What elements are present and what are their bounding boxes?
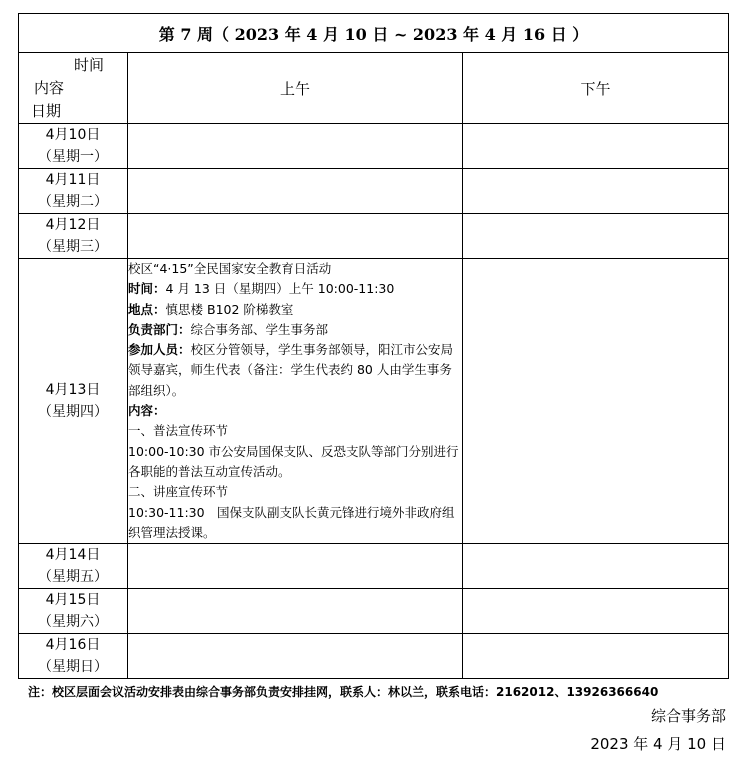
date-text: 4月11日 (45, 172, 101, 188)
sign-date: 2023 年 4 月 10 日 (590, 735, 726, 753)
day-row-thursday (19, 259, 729, 544)
event-participants-label: 参加人员： (128, 342, 191, 358)
event-department-label: 负责部门： (128, 321, 191, 337)
date-cell (19, 169, 128, 214)
afternoon-cell (463, 214, 729, 259)
day-row-wednesday (19, 214, 729, 259)
content-header-label: 内容 (34, 79, 65, 97)
weekday-text: （星期四） (38, 404, 108, 421)
day-row-friday (19, 544, 729, 589)
signer-department: 综合事务部 (650, 707, 726, 725)
weekday-text: （星期日） (38, 659, 108, 676)
afternoon-cell (463, 259, 729, 544)
date-text: 4月10日 (45, 127, 101, 143)
event-title: 校区“4·15”全民国家安全教育日活动 (128, 261, 332, 276)
day-row-saturday (19, 589, 729, 634)
morning-header: 上午 (128, 53, 463, 124)
event-place-label: 地点： (128, 301, 166, 317)
footer-note: 注：校区层面会议活动安排表由综合事务部负责安排挂网，联系人：林以兰，联系电话：2162012、13926366640 (28, 685, 659, 699)
corner-header-cell (19, 53, 128, 124)
event-department-value: 综合事务部、学生事务部 (190, 321, 329, 337)
afternoon-header: 下午 (463, 53, 729, 124)
day-row-monday (19, 124, 729, 169)
morning-cell (128, 589, 463, 634)
weekday-text: （星期五） (38, 569, 108, 586)
morning-cell (128, 169, 463, 214)
afternoon-cell (463, 544, 729, 589)
event-time-value: 4 月 13 日（星期四）上午 10:00-11:30 (165, 281, 395, 297)
afternoon-cell (463, 634, 729, 679)
date-cell (19, 589, 128, 634)
afternoon-cell (463, 124, 729, 169)
date-cell (19, 259, 128, 544)
event-participants (128, 340, 462, 401)
week-title: 第 7 周（ 2023 年 4 月 10 日 ~ 2023 年 4 月 16 日 ） (19, 14, 729, 53)
event-section2-title: 二、讲座宣传环节 (128, 484, 229, 500)
event-department (128, 320, 462, 340)
date-text: 4月15日 (45, 592, 101, 609)
event-section1-body: 10:00-10:30 市公安局国保支队、反恐支队等部门分别进行各职能的普法互动宣传活动。 (128, 443, 459, 479)
date-cell (19, 214, 128, 259)
morning-cell (128, 124, 463, 169)
weekday-text: （星期二） (38, 194, 108, 210)
morning-cell (128, 544, 463, 589)
event-time-label: 时间： (128, 281, 166, 297)
weekly-schedule-table (18, 13, 729, 679)
event-place-value: 慎思楼 B102 阶梯教室 (165, 301, 294, 317)
date-text: 4月16日 (45, 637, 101, 654)
event-content-label: 内容： (128, 403, 166, 419)
day-row-sunday (19, 634, 729, 679)
date-cell (19, 544, 128, 589)
date-text: 4月13日 (45, 382, 101, 399)
date-header-label: 日期 (31, 102, 62, 120)
morning-event-cell (128, 259, 463, 544)
date-text: 4月14日 (45, 547, 101, 564)
weekday-text: （星期三） (38, 239, 108, 255)
weekday-text: （星期一） (38, 149, 108, 165)
date-text: 4月12日 (45, 217, 101, 233)
date-cell (19, 634, 128, 679)
event-section2-body: 10:30-11:30 国保支队副支队长黄元锋进行境外非政府组织管理法授课。 (128, 504, 455, 540)
morning-cell (128, 214, 463, 259)
afternoon-cell (463, 589, 729, 634)
event-participants-value: 校区分管领导，学生事务部领导，阳江市公安局领导嘉宾，师生代表（备注：学生代表约 80 人由学生事务部组织）。 (128, 342, 454, 398)
morning-cell (128, 634, 463, 679)
event-place (128, 300, 462, 320)
day-row-tuesday (19, 169, 729, 214)
event-time (128, 279, 462, 299)
date-cell (19, 124, 128, 169)
afternoon-cell (463, 169, 729, 214)
event-section1-title: 一、普法宣传环节 (128, 423, 229, 439)
weekday-text: （星期六） (38, 614, 108, 631)
time-header-label: 时间 (74, 56, 105, 74)
